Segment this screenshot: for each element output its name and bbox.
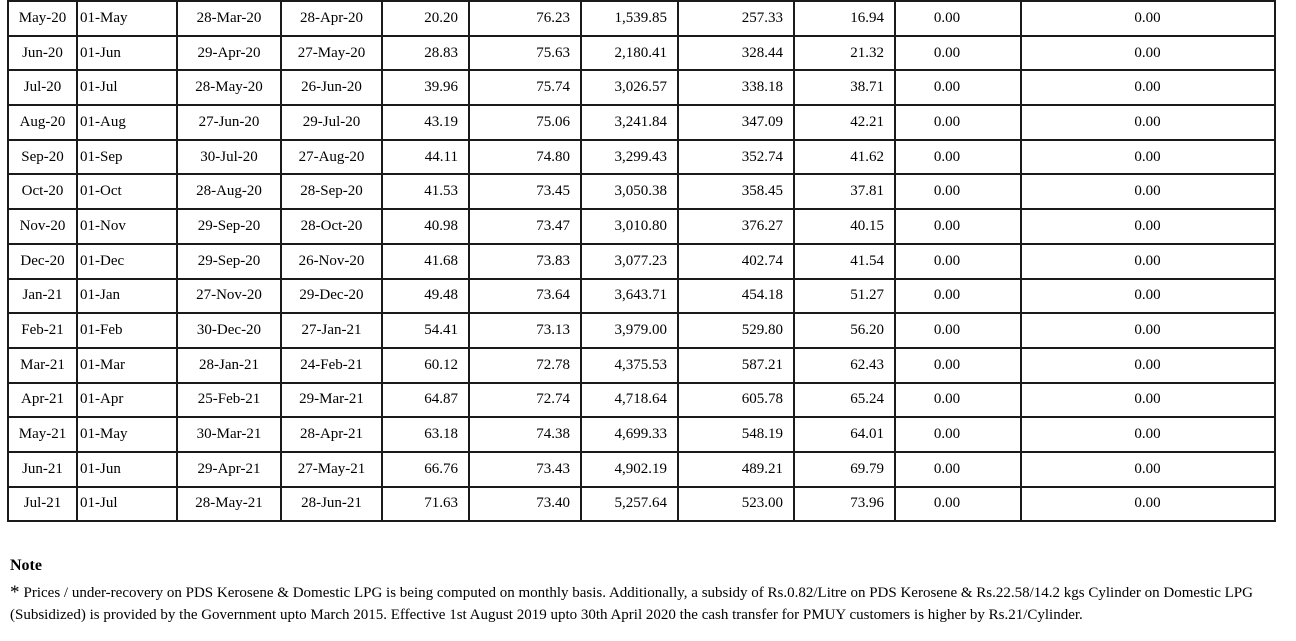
period-from-cell: 25-Feb-21 bbox=[177, 383, 281, 418]
value-7-cell: 0.00 bbox=[1021, 279, 1275, 314]
effective-date-cell: 01-Dec bbox=[77, 244, 177, 279]
table-row bbox=[8, 140, 1275, 175]
value-3-cell: 3,241.84 bbox=[581, 105, 678, 140]
value-7-cell: 0.00 bbox=[1021, 174, 1275, 209]
table-row bbox=[8, 487, 1275, 522]
period-from-cell: 28-May-21 bbox=[177, 487, 281, 522]
value-3-cell: 4,375.53 bbox=[581, 348, 678, 383]
value-6-cell: 0.00 bbox=[895, 313, 1021, 348]
effective-date-cell: 01-Feb bbox=[77, 313, 177, 348]
value-4-cell: 257.33 bbox=[678, 1, 794, 36]
effective-date-cell: 01-Nov bbox=[77, 209, 177, 244]
value-4-cell: 454.18 bbox=[678, 279, 794, 314]
table-row bbox=[8, 452, 1275, 487]
value-7-cell: 0.00 bbox=[1021, 487, 1275, 522]
value-6-cell: 0.00 bbox=[895, 279, 1021, 314]
value-5-cell: 51.27 bbox=[794, 279, 895, 314]
value-4-cell: 489.21 bbox=[678, 452, 794, 487]
value-6-cell: 0.00 bbox=[895, 487, 1021, 522]
value-6-cell: 0.00 bbox=[895, 36, 1021, 71]
month-cell: Feb-21 bbox=[8, 313, 77, 348]
month-cell: Jul-21 bbox=[8, 487, 77, 522]
period-to-cell: 28-Apr-20 bbox=[281, 1, 382, 36]
table-row bbox=[8, 244, 1275, 279]
period-from-cell: 28-Jan-21 bbox=[177, 348, 281, 383]
table-row bbox=[8, 417, 1275, 452]
value-7-cell: 0.00 bbox=[1021, 244, 1275, 279]
value-1-cell: 44.11 bbox=[382, 140, 469, 175]
period-to-cell: 28-Sep-20 bbox=[281, 174, 382, 209]
period-to-cell: 24-Feb-21 bbox=[281, 348, 382, 383]
table-row bbox=[8, 36, 1275, 71]
value-1-cell: 71.63 bbox=[382, 487, 469, 522]
period-from-cell: 28-Aug-20 bbox=[177, 174, 281, 209]
note-title: Note bbox=[10, 557, 42, 574]
value-3-cell: 4,699.33 bbox=[581, 417, 678, 452]
value-4-cell: 338.18 bbox=[678, 70, 794, 105]
value-2-cell: 72.78 bbox=[469, 348, 581, 383]
period-from-cell: 29-Apr-20 bbox=[177, 36, 281, 71]
price-table bbox=[7, 0, 1276, 522]
period-to-cell: 29-Mar-21 bbox=[281, 383, 382, 418]
period-from-cell: 29-Apr-21 bbox=[177, 452, 281, 487]
value-2-cell: 73.83 bbox=[469, 244, 581, 279]
value-7-cell: 0.00 bbox=[1021, 383, 1275, 418]
value-5-cell: 42.21 bbox=[794, 105, 895, 140]
value-6-cell: 0.00 bbox=[895, 452, 1021, 487]
value-7-cell: 0.00 bbox=[1021, 140, 1275, 175]
value-2-cell: 76.23 bbox=[469, 1, 581, 36]
value-6-cell: 0.00 bbox=[895, 348, 1021, 383]
value-5-cell: 41.62 bbox=[794, 140, 895, 175]
value-1-cell: 60.12 bbox=[382, 348, 469, 383]
effective-date-cell: 01-Jun bbox=[77, 452, 177, 487]
value-6-cell: 0.00 bbox=[895, 70, 1021, 105]
value-5-cell: 16.94 bbox=[794, 1, 895, 36]
value-4-cell: 529.80 bbox=[678, 313, 794, 348]
period-to-cell: 27-Aug-20 bbox=[281, 140, 382, 175]
value-6-cell: 0.00 bbox=[895, 174, 1021, 209]
table-row bbox=[8, 1, 1275, 36]
period-to-cell: 27-May-20 bbox=[281, 36, 382, 71]
table-row bbox=[8, 348, 1275, 383]
month-cell: Jun-20 bbox=[8, 36, 77, 71]
value-1-cell: 28.83 bbox=[382, 36, 469, 71]
effective-date-cell: 01-May bbox=[77, 1, 177, 36]
table-row bbox=[8, 313, 1275, 348]
period-from-cell: 28-May-20 bbox=[177, 70, 281, 105]
value-4-cell: 347.09 bbox=[678, 105, 794, 140]
effective-date-cell: 01-Oct bbox=[77, 174, 177, 209]
month-cell: Sep-20 bbox=[8, 140, 77, 175]
value-7-cell: 0.00 bbox=[1021, 348, 1275, 383]
value-5-cell: 62.43 bbox=[794, 348, 895, 383]
value-3-cell: 3,643.71 bbox=[581, 279, 678, 314]
month-cell: Oct-20 bbox=[8, 174, 77, 209]
value-6-cell: 0.00 bbox=[895, 244, 1021, 279]
effective-date-cell: 01-May bbox=[77, 417, 177, 452]
value-6-cell: 0.00 bbox=[895, 140, 1021, 175]
value-4-cell: 548.19 bbox=[678, 417, 794, 452]
value-6-cell: 0.00 bbox=[895, 1, 1021, 36]
value-2-cell: 73.43 bbox=[469, 452, 581, 487]
value-4-cell: 328.44 bbox=[678, 36, 794, 71]
value-5-cell: 65.24 bbox=[794, 383, 895, 418]
period-from-cell: 29-Sep-20 bbox=[177, 209, 281, 244]
value-3-cell: 1,539.85 bbox=[581, 1, 678, 36]
value-4-cell: 402.74 bbox=[678, 244, 794, 279]
period-from-cell: 27-Jun-20 bbox=[177, 105, 281, 140]
value-4-cell: 376.27 bbox=[678, 209, 794, 244]
month-cell: Jun-21 bbox=[8, 452, 77, 487]
value-2-cell: 75.06 bbox=[469, 105, 581, 140]
value-1-cell: 40.98 bbox=[382, 209, 469, 244]
month-cell: Dec-20 bbox=[8, 244, 77, 279]
effective-date-cell: 01-Mar bbox=[77, 348, 177, 383]
value-2-cell: 73.47 bbox=[469, 209, 581, 244]
value-1-cell: 49.48 bbox=[382, 279, 469, 314]
value-2-cell: 73.13 bbox=[469, 313, 581, 348]
note-asterisk: * bbox=[10, 582, 20, 603]
value-1-cell: 41.53 bbox=[382, 174, 469, 209]
value-2-cell: 73.40 bbox=[469, 487, 581, 522]
period-to-cell: 27-May-21 bbox=[281, 452, 382, 487]
period-from-cell: 30-Mar-21 bbox=[177, 417, 281, 452]
month-cell: Jan-21 bbox=[8, 279, 77, 314]
effective-date-cell: 01-Jul bbox=[77, 487, 177, 522]
value-7-cell: 0.00 bbox=[1021, 313, 1275, 348]
price-table-container bbox=[7, 0, 1275, 522]
effective-date-cell: 01-Apr bbox=[77, 383, 177, 418]
value-1-cell: 43.19 bbox=[382, 105, 469, 140]
table-row bbox=[8, 70, 1275, 105]
value-3-cell: 4,902.19 bbox=[581, 452, 678, 487]
value-4-cell: 352.74 bbox=[678, 140, 794, 175]
month-cell: Jul-20 bbox=[8, 70, 77, 105]
value-7-cell: 0.00 bbox=[1021, 209, 1275, 244]
value-1-cell: 41.68 bbox=[382, 244, 469, 279]
value-5-cell: 41.54 bbox=[794, 244, 895, 279]
value-5-cell: 56.20 bbox=[794, 313, 895, 348]
effective-date-cell: 01-Aug bbox=[77, 105, 177, 140]
value-7-cell: 0.00 bbox=[1021, 417, 1275, 452]
value-2-cell: 75.63 bbox=[469, 36, 581, 71]
table-body bbox=[8, 1, 1275, 521]
value-3-cell: 3,010.80 bbox=[581, 209, 678, 244]
value-3-cell: 3,299.43 bbox=[581, 140, 678, 175]
value-4-cell: 358.45 bbox=[678, 174, 794, 209]
value-6-cell: 0.00 bbox=[895, 417, 1021, 452]
period-to-cell: 29-Dec-20 bbox=[281, 279, 382, 314]
value-2-cell: 75.74 bbox=[469, 70, 581, 105]
value-2-cell: 72.74 bbox=[469, 383, 581, 418]
period-to-cell: 28-Jun-21 bbox=[281, 487, 382, 522]
note-body: Prices / under-recovery on PDS Kerosene & Domestic LPG is being computed on monthly basis. Additionally, a subsidy of Rs.0.82/Litre on PDS Kerosene & Rs.22.58/14.2 kgs Cylinder on Domestic LPG (Subsidized) is provided by the Government upto March 2015. Effective 1st August 2019 upto 30th April 2020 the cash transfer for PMUY customers is higher by Rs.21/Cylinder. bbox=[10, 585, 1253, 623]
value-6-cell: 0.00 bbox=[895, 209, 1021, 244]
note-text bbox=[10, 582, 1280, 626]
effective-date-cell: 01-Sep bbox=[77, 140, 177, 175]
period-to-cell: 29-Jul-20 bbox=[281, 105, 382, 140]
value-2-cell: 74.38 bbox=[469, 417, 581, 452]
value-3-cell: 3,077.23 bbox=[581, 244, 678, 279]
value-3-cell: 5,257.64 bbox=[581, 487, 678, 522]
value-6-cell: 0.00 bbox=[895, 105, 1021, 140]
value-7-cell: 0.00 bbox=[1021, 452, 1275, 487]
value-7-cell: 0.00 bbox=[1021, 70, 1275, 105]
period-to-cell: 26-Nov-20 bbox=[281, 244, 382, 279]
value-4-cell: 587.21 bbox=[678, 348, 794, 383]
period-to-cell: 26-Jun-20 bbox=[281, 70, 382, 105]
effective-date-cell: 01-Jan bbox=[77, 279, 177, 314]
month-cell: Nov-20 bbox=[8, 209, 77, 244]
value-4-cell: 523.00 bbox=[678, 487, 794, 522]
value-5-cell: 40.15 bbox=[794, 209, 895, 244]
value-5-cell: 69.79 bbox=[794, 452, 895, 487]
period-from-cell: 30-Dec-20 bbox=[177, 313, 281, 348]
month-cell: May-21 bbox=[8, 417, 77, 452]
value-1-cell: 20.20 bbox=[382, 1, 469, 36]
value-7-cell: 0.00 bbox=[1021, 105, 1275, 140]
value-5-cell: 37.81 bbox=[794, 174, 895, 209]
period-to-cell: 28-Apr-21 bbox=[281, 417, 382, 452]
value-1-cell: 66.76 bbox=[382, 452, 469, 487]
value-4-cell: 605.78 bbox=[678, 383, 794, 418]
value-3-cell: 3,026.57 bbox=[581, 70, 678, 105]
value-7-cell: 0.00 bbox=[1021, 1, 1275, 36]
value-5-cell: 73.96 bbox=[794, 487, 895, 522]
period-to-cell: 28-Oct-20 bbox=[281, 209, 382, 244]
table-row bbox=[8, 174, 1275, 209]
value-3-cell: 2,180.41 bbox=[581, 36, 678, 71]
value-2-cell: 73.45 bbox=[469, 174, 581, 209]
month-cell: Apr-21 bbox=[8, 383, 77, 418]
value-1-cell: 54.41 bbox=[382, 313, 469, 348]
value-5-cell: 21.32 bbox=[794, 36, 895, 71]
effective-date-cell: 01-Jun bbox=[77, 36, 177, 71]
table-row bbox=[8, 105, 1275, 140]
value-7-cell: 0.00 bbox=[1021, 36, 1275, 71]
table-row bbox=[8, 279, 1275, 314]
value-2-cell: 74.80 bbox=[469, 140, 581, 175]
effective-date-cell: 01-Jul bbox=[77, 70, 177, 105]
value-6-cell: 0.00 bbox=[895, 383, 1021, 418]
value-1-cell: 39.96 bbox=[382, 70, 469, 105]
value-2-cell: 73.64 bbox=[469, 279, 581, 314]
value-1-cell: 64.87 bbox=[382, 383, 469, 418]
month-cell: May-20 bbox=[8, 1, 77, 36]
period-from-cell: 27-Nov-20 bbox=[177, 279, 281, 314]
value-3-cell: 3,050.38 bbox=[581, 174, 678, 209]
period-from-cell: 28-Mar-20 bbox=[177, 1, 281, 36]
table-row bbox=[8, 383, 1275, 418]
value-1-cell: 63.18 bbox=[382, 417, 469, 452]
month-cell: Mar-21 bbox=[8, 348, 77, 383]
value-3-cell: 3,979.00 bbox=[581, 313, 678, 348]
period-from-cell: 30-Jul-20 bbox=[177, 140, 281, 175]
period-from-cell: 29-Sep-20 bbox=[177, 244, 281, 279]
value-3-cell: 4,718.64 bbox=[581, 383, 678, 418]
month-cell: Aug-20 bbox=[8, 105, 77, 140]
table-row bbox=[8, 209, 1275, 244]
period-to-cell: 27-Jan-21 bbox=[281, 313, 382, 348]
value-5-cell: 38.71 bbox=[794, 70, 895, 105]
value-5-cell: 64.01 bbox=[794, 417, 895, 452]
